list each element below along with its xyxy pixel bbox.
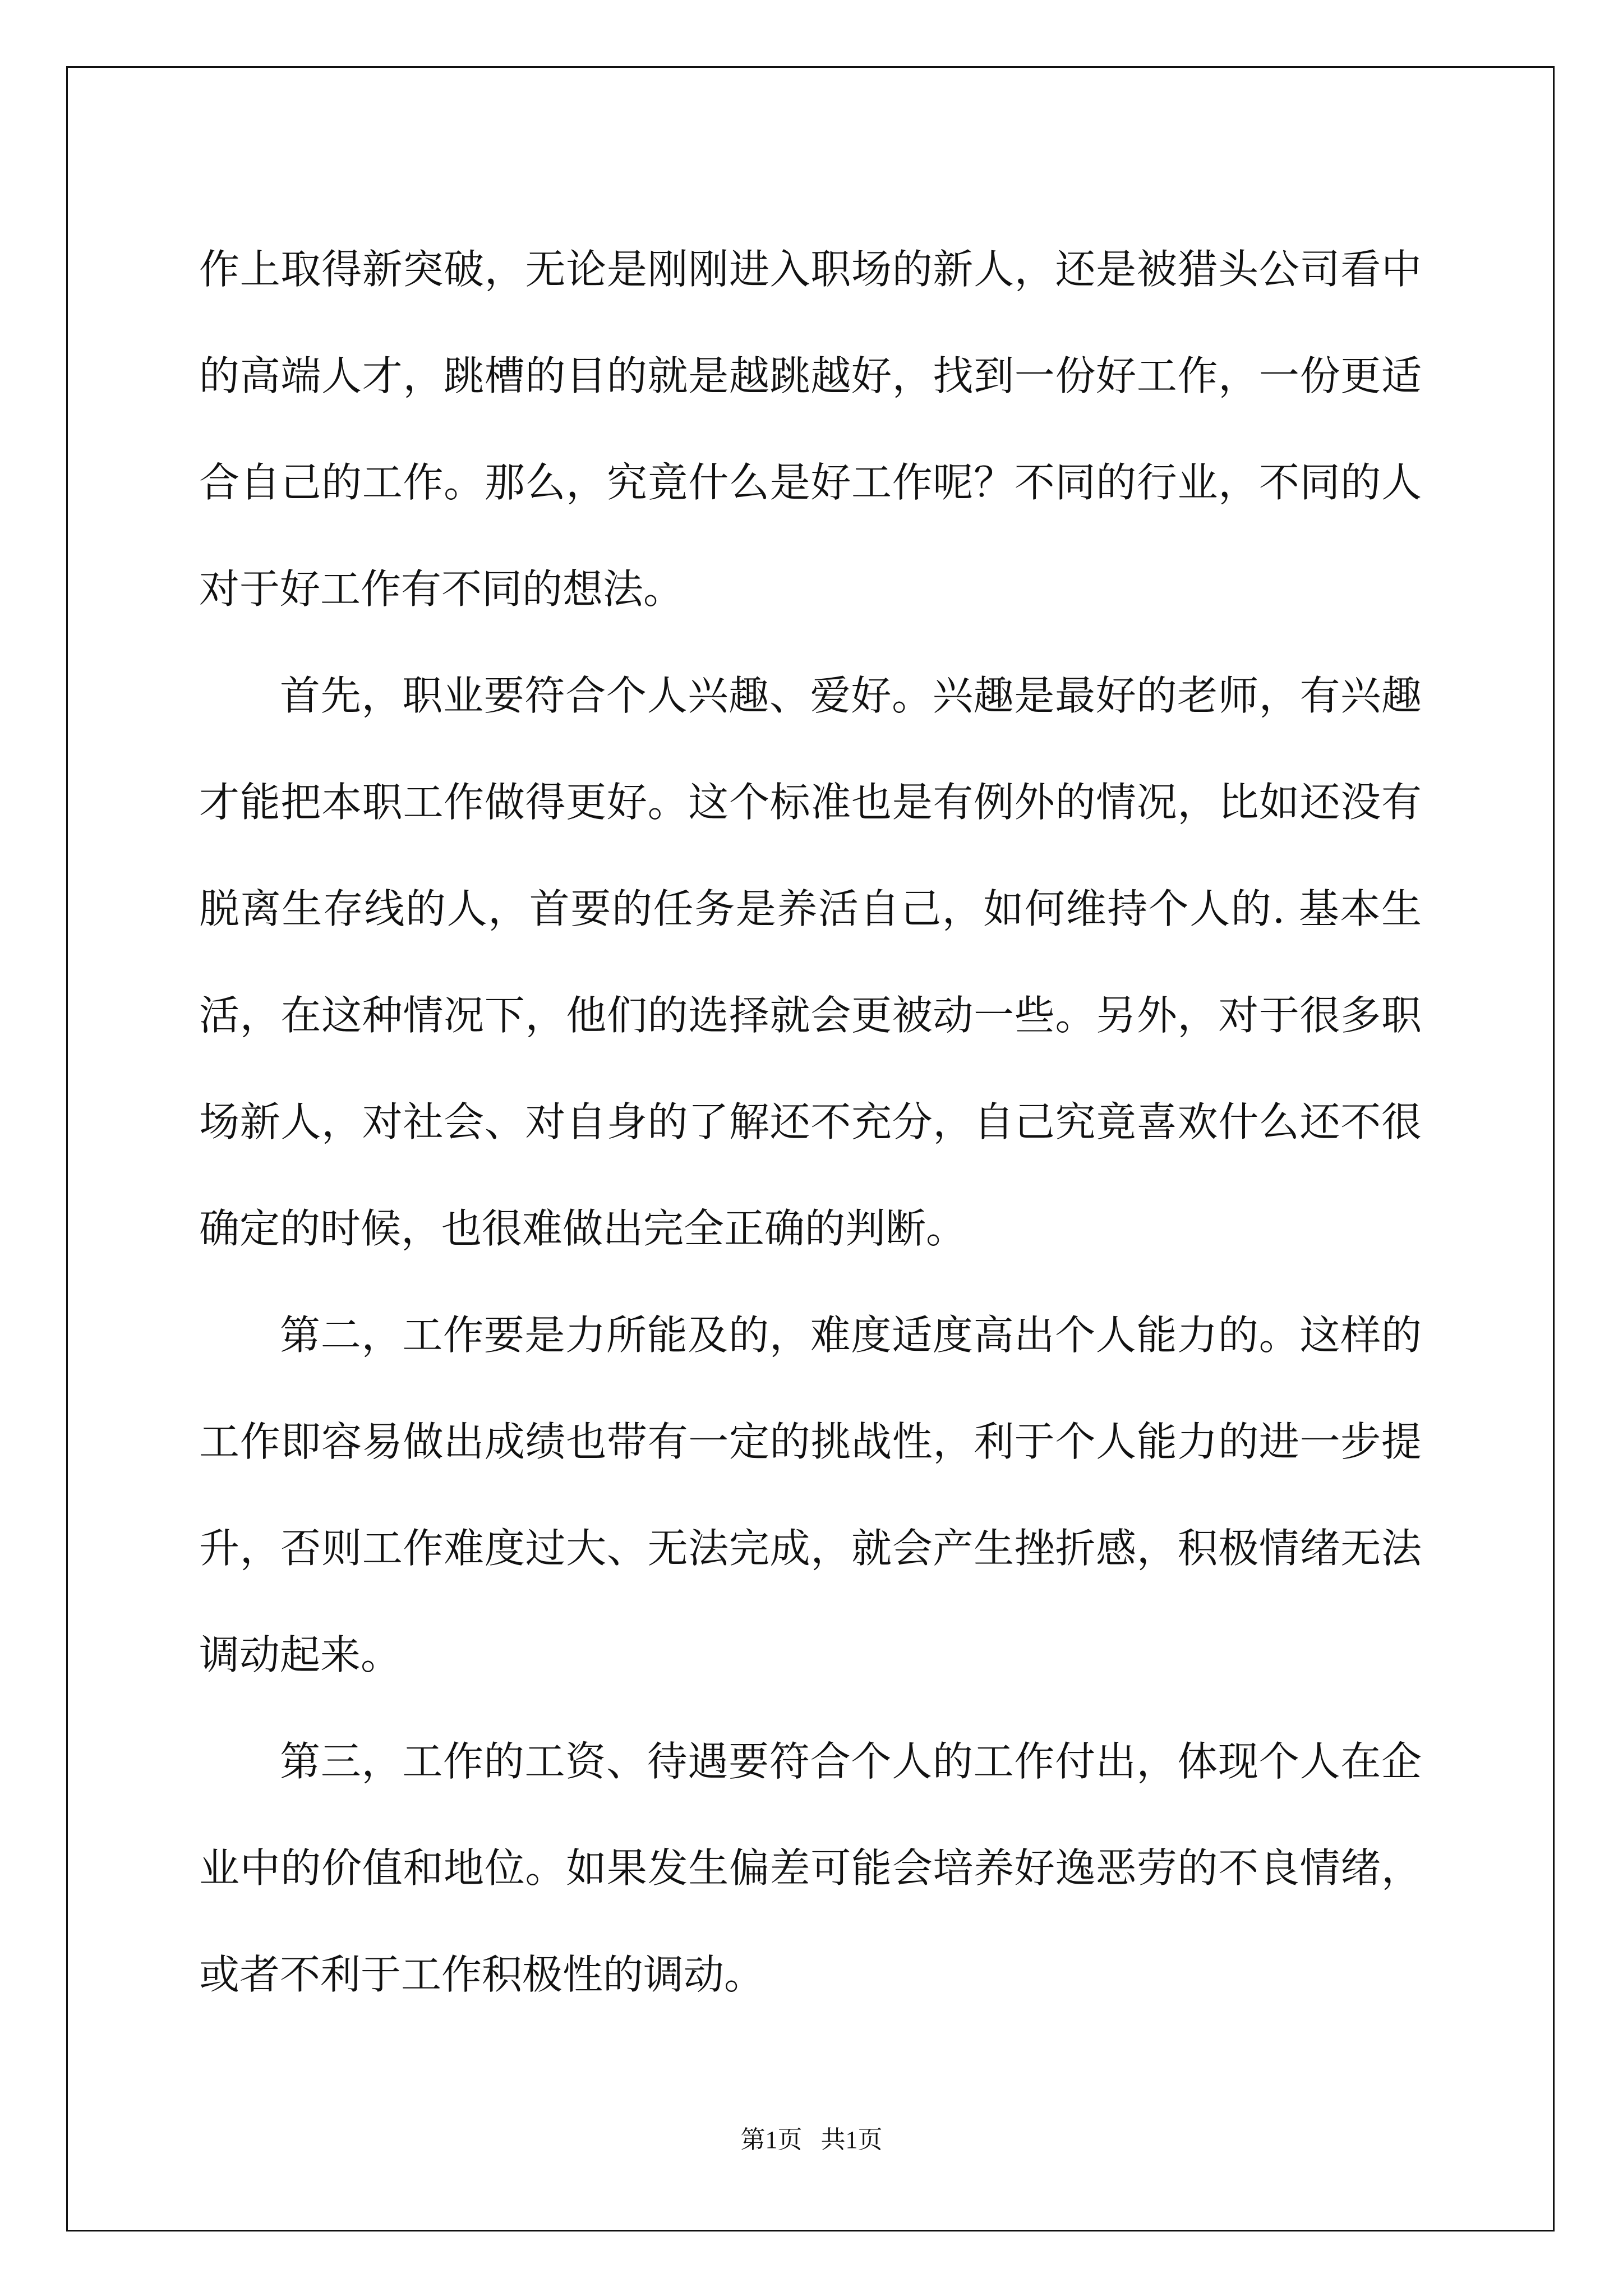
paragraph-1: 作上取得新突破，无论是刚刚进入职场的新人，还是被猎头公司看中的高端人才，跳槽的目的就是越跳越好，找到一份好工作，一份更适合自己的工作。那么，究竟什么是好工作呢？不同的行业，不同的人对于好工作有不同的想法。: [199, 246, 1422, 613]
paragraph-2: 首先，职业要符合个人兴趣、爱好。兴趣是最好的老师，有兴趣才能把本职工作做得更好。这个标准也是有例外的情况，比如还没有脱离生存线的人，首要的任务是养活自己，如何维持个人的. 基本生活，在这种情况下，他们的选择就会更被动一些。另外，对于很多职场新人，对社会、对自身的了解还不充分，自己究竟喜欢什么还不很确定的时候，也很难做出完全正确的判断。: [199, 672, 1422, 1252]
page-footer: 第1页 共1页: [740, 2126, 883, 2154]
paragraph-3: 第二，工作要是力所能及的，难度适度高出个人能力的。这样的工作即容易做出成绩也带有一定的挑战性，利于个人能力的进一步提升，否则工作难度过大、无法完成，就会产生挫折感，积极情绪无法调动起来。: [199, 1312, 1422, 1678]
document-body: [199, 216, 1422, 2028]
paragraph-4: 第三，工作的工资、待遇要符合个人的工作付出，体现个人在企业中的价值和地位。如果发生偏差可能会培养好逸恶劳的不良情绪，或者不利于工作积极性的调动。: [199, 1738, 1422, 1998]
